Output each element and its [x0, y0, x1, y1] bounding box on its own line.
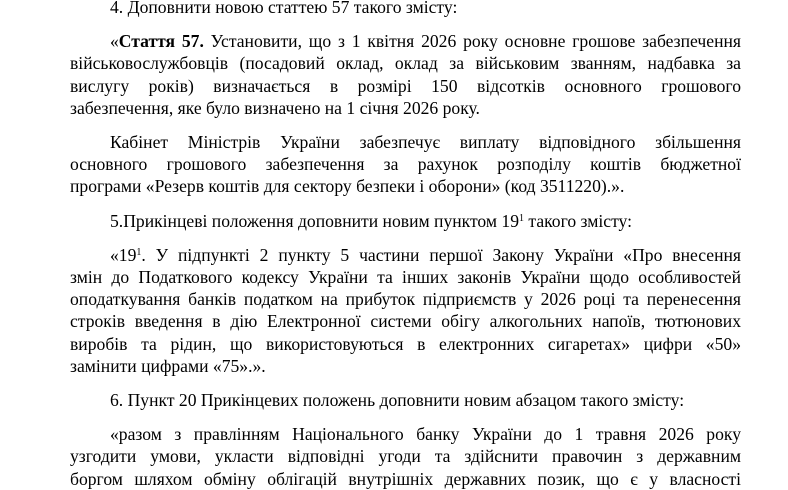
item-6-heading: 6. Пункт 20 Прикінцевих положень доповнити новим абзацом такого змісту:	[110, 390, 685, 411]
item-4-heading: 4. Доповнити новою статтею 57 такого змісту:	[110, 0, 458, 17]
item-5-heading: 5.Прикінцеві положення доповнити новим пунктом $19^1$ такого змісту:	[110, 210, 632, 231]
article-57-paragraph: «Стаття 57. Установити, що з 1 квітня 2026 року основне грошове забезпечення військовослужбовців (посадовий оклад, оклад за військовим званням, надбавка за вислугу років) визначається в розмірі 150 відсотків основного грошового забезпечення, яке було визначено на 1 січня 2026 року.	[70, 31, 742, 118]
item-5-paragraph: «$19^1$. У підпункті 2 пункту 5 частини першої Закону України «Про внесення змін до Податкового кодексу України та інших законів України щодо особливостей оподаткування банків податком на прибуток підприємств у 2026 році та перенесення строків введення в дію Електронної системи обігу алкогольних напоїв, тютюнових виробів та рідин, що використовуються в електронних сигаретах» цифри «50» замінити цифрами «75».».	[70, 244, 741, 376]
document-page	[70, 0, 741, 490]
cabinet-paragraph: Кабінет Міністрів України забезпечує виплату відповідного збільшення основного грошового забезпечення за рахунок розподілу коштів бюджетної програми «Резерв коштів для сектору безпеки і оборони» (код 3511220).».	[70, 132, 741, 197]
article-57-label: Стаття 57.	[118, 31, 204, 52]
item-6-paragraph: «разом з правлінням Національного банку України до 1 травня 2026 року узгодити умови, укласти відповідні угоди та здійснити правочин з державним боргом шляхом обміну облігацій внутрішніх державних позик, що є у власності	[70, 424, 741, 489]
article-57-line-1: «Стаття 57. Установити, що з 1 квітня 2026 року основне грошове забезпечення	[110, 31, 742, 52]
